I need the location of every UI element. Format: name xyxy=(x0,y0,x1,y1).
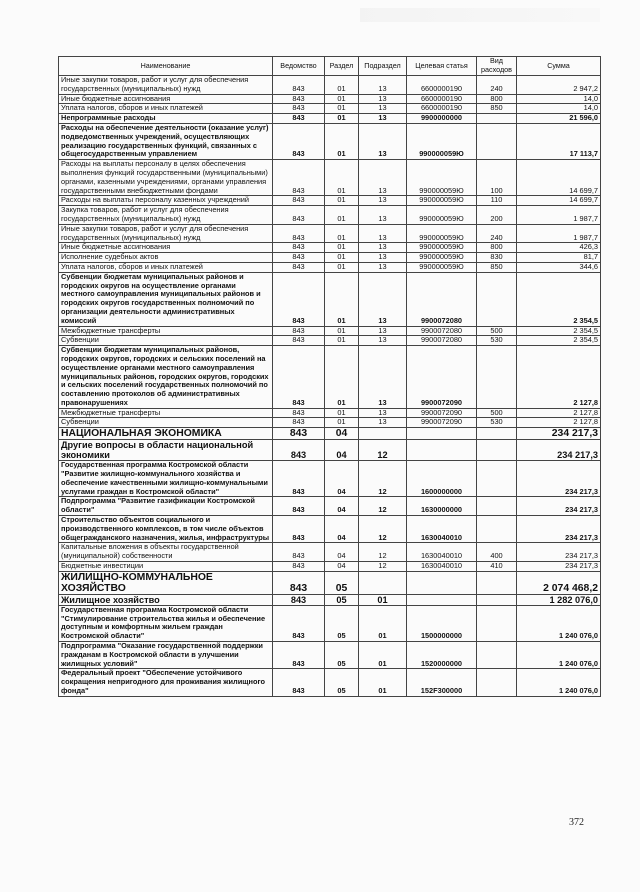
row-amount: 344,6 xyxy=(517,262,601,272)
row-section: 01 xyxy=(325,418,359,428)
row-name: Расходы на выплаты персоналу в целях обеспечения выполнения функций государственными (муниципальными) органами, казенными учреждениями, органами управления государственными внебюджетными фондами xyxy=(59,160,273,196)
row-target-item: 9900000000 xyxy=(407,114,477,124)
table-row xyxy=(59,76,601,95)
row-department: 843 xyxy=(273,262,325,272)
row-name: Иные закупки товаров, работ и услуг для обеспечения государственных (муниципальных) нужд xyxy=(59,76,273,95)
row-subsection: 01 xyxy=(359,594,407,605)
row-expense-type xyxy=(477,605,517,641)
row-section: 04 xyxy=(325,543,359,562)
row-subsection: 13 xyxy=(359,336,407,346)
row-target-item xyxy=(407,440,477,461)
header-section: Раздел xyxy=(325,57,359,76)
row-subsection: 13 xyxy=(359,346,407,409)
table-row xyxy=(59,196,601,206)
row-expense-type xyxy=(477,594,517,605)
row-section: 01 xyxy=(325,262,359,272)
row-department: 843 xyxy=(273,605,325,641)
row-amount: 234 217,3 xyxy=(517,516,601,543)
row-section: 01 xyxy=(325,336,359,346)
row-expense-type xyxy=(477,346,517,409)
row-subsection: 12 xyxy=(359,461,407,497)
table-row xyxy=(59,94,601,104)
header-department: Ведомство xyxy=(273,57,325,76)
row-target-item: 9900072090 xyxy=(407,346,477,409)
row-target-item: 990000059Ю xyxy=(407,196,477,206)
row-expense-type: 830 xyxy=(477,253,517,263)
header-subsection: Подраздел xyxy=(359,57,407,76)
row-target-item: 9900072090 xyxy=(407,408,477,418)
row-expense-type: 400 xyxy=(477,543,517,562)
table-row xyxy=(59,605,601,641)
row-department: 843 xyxy=(273,104,325,114)
header-amount: Сумма xyxy=(517,57,601,76)
row-expense-type: 800 xyxy=(477,94,517,104)
row-name: Непрограммные расходы xyxy=(59,114,273,124)
row-amount: 1 282 076,0 xyxy=(517,594,601,605)
row-expense-type xyxy=(477,272,517,326)
row-target-item: 990000059Ю xyxy=(407,206,477,225)
row-department: 843 xyxy=(273,160,325,196)
row-subsection: 12 xyxy=(359,440,407,461)
row-expense-type xyxy=(477,516,517,543)
table-row xyxy=(59,272,601,326)
row-target-item: 1500000000 xyxy=(407,605,477,641)
row-department: 843 xyxy=(273,418,325,428)
row-subsection: 13 xyxy=(359,272,407,326)
row-expense-type: 850 xyxy=(477,104,517,114)
row-amount: 81,7 xyxy=(517,253,601,263)
row-subsection: 01 xyxy=(359,669,407,696)
row-section: 01 xyxy=(325,206,359,225)
row-section: 01 xyxy=(325,346,359,409)
row-subsection: 13 xyxy=(359,418,407,428)
row-department: 843 xyxy=(273,206,325,225)
row-expense-type: 240 xyxy=(477,224,517,243)
row-section: 05 xyxy=(325,594,359,605)
row-name: Закупка товаров, работ и услуг для обеспечения государственных (муниципальных) нужд xyxy=(59,206,273,225)
row-name: Другие вопросы в области национальной экономики xyxy=(59,440,273,461)
row-expense-type: 200 xyxy=(477,206,517,225)
table-row xyxy=(59,104,601,114)
row-department: 843 xyxy=(273,543,325,562)
row-target-item xyxy=(407,571,477,594)
table-row xyxy=(59,497,601,516)
row-department: 843 xyxy=(273,428,325,440)
row-section: 04 xyxy=(325,497,359,516)
row-target-item: 1630040010 xyxy=(407,516,477,543)
row-name: Субвенции xyxy=(59,336,273,346)
row-name: Межбюджетные трансферты xyxy=(59,408,273,418)
row-section: 05 xyxy=(325,669,359,696)
row-section: 01 xyxy=(325,196,359,206)
row-department: 843 xyxy=(273,440,325,461)
row-expense-type xyxy=(477,440,517,461)
row-section: 01 xyxy=(325,94,359,104)
table-row xyxy=(59,428,601,440)
row-target-item: 1520000000 xyxy=(407,642,477,669)
row-target-item: 990000059Ю xyxy=(407,224,477,243)
row-name: Подпрограмма "Оказание государственной поддержки гражданам в Костромской области в улучшении жилищных условий" xyxy=(59,642,273,669)
row-section: 04 xyxy=(325,440,359,461)
row-section: 01 xyxy=(325,114,359,124)
row-subsection: 13 xyxy=(359,114,407,124)
row-subsection: 13 xyxy=(359,94,407,104)
row-target-item: 1630040010 xyxy=(407,562,477,572)
row-section: 01 xyxy=(325,408,359,418)
row-name: Субвенции бюджетам муниципальных районов и городских округов на осуществление органами местного самоуправления муниципальных районов и городских округов государственных полномочий по организации деятельности административных комиссий xyxy=(59,272,273,326)
row-amount: 2 354,5 xyxy=(517,336,601,346)
row-name: Федеральный проект "Обеспечение устойчивого сокращения непригодного для проживания жилищного фонда" xyxy=(59,669,273,696)
table-row xyxy=(59,243,601,253)
row-name: Капитальные вложения в объекты государственной (муниципальной) собственности xyxy=(59,543,273,562)
row-expense-type: 100 xyxy=(477,160,517,196)
table-row xyxy=(59,346,601,409)
budget-table xyxy=(58,56,601,697)
row-section: 05 xyxy=(325,605,359,641)
row-amount: 1 987,7 xyxy=(517,206,601,225)
page-number: 372 xyxy=(569,817,584,828)
row-target-item: 6600000190 xyxy=(407,76,477,95)
row-subsection: 13 xyxy=(359,408,407,418)
row-name: Уплата налогов, сборов и иных платежей xyxy=(59,262,273,272)
row-name: Уплата налогов, сборов и иных платежей xyxy=(59,104,273,114)
row-department: 843 xyxy=(273,243,325,253)
header-name: Наименование xyxy=(59,57,273,76)
table-row xyxy=(59,326,601,336)
row-name: Подпрограмма "Развитие газификации Костромской области" xyxy=(59,497,273,516)
row-subsection: 01 xyxy=(359,642,407,669)
row-department: 843 xyxy=(273,669,325,696)
row-target-item: 9900072080 xyxy=(407,326,477,336)
row-subsection: 13 xyxy=(359,104,407,114)
row-section: 01 xyxy=(325,160,359,196)
row-department: 843 xyxy=(273,594,325,605)
row-amount: 2 947,2 xyxy=(517,76,601,95)
row-target-item: 1630000000 xyxy=(407,497,477,516)
row-department: 843 xyxy=(273,336,325,346)
row-amount: 2 127,8 xyxy=(517,408,601,418)
table-row xyxy=(59,253,601,263)
table-row xyxy=(59,669,601,696)
table-row xyxy=(59,408,601,418)
row-amount: 14 699,7 xyxy=(517,196,601,206)
row-amount: 14,0 xyxy=(517,94,601,104)
table-row xyxy=(59,262,601,272)
row-name: НАЦИОНАЛЬНАЯ ЭКОНОМИКА xyxy=(59,428,273,440)
row-amount: 234 217,3 xyxy=(517,497,601,516)
row-department: 843 xyxy=(273,272,325,326)
row-name: Бюджетные инвестиции xyxy=(59,562,273,572)
row-section: 01 xyxy=(325,104,359,114)
row-name: Жилищное хозяйство xyxy=(59,594,273,605)
row-section: 04 xyxy=(325,461,359,497)
row-subsection: 13 xyxy=(359,224,407,243)
row-section: 04 xyxy=(325,516,359,543)
table-row xyxy=(59,461,601,497)
row-target-item: 9900072080 xyxy=(407,336,477,346)
row-name: Иные бюджетные ассигнования xyxy=(59,94,273,104)
row-subsection: 13 xyxy=(359,262,407,272)
table-row xyxy=(59,516,601,543)
table-row xyxy=(59,224,601,243)
row-section: 04 xyxy=(325,562,359,572)
row-section: 01 xyxy=(325,272,359,326)
row-expense-type xyxy=(477,114,517,124)
row-expense-type xyxy=(477,669,517,696)
row-subsection xyxy=(359,571,407,594)
row-name: Межбюджетные трансферты xyxy=(59,326,273,336)
row-target-item: 990000059Ю xyxy=(407,160,477,196)
row-amount: 1 240 076,0 xyxy=(517,605,601,641)
row-department: 843 xyxy=(273,497,325,516)
row-subsection: 13 xyxy=(359,206,407,225)
row-name: Государственная программа Костромской области "Развитие жилищно-коммунального хозяйства и обеспечение качественными жилищно-коммунальными услугами граждан в Костромской области" xyxy=(59,461,273,497)
row-name: Расходы на выплаты персоналу казенных учреждений xyxy=(59,196,273,206)
row-department: 843 xyxy=(273,123,325,159)
table-row xyxy=(59,114,601,124)
table-row xyxy=(59,418,601,428)
row-subsection: 13 xyxy=(359,253,407,263)
budget-table-container xyxy=(58,56,600,697)
row-name: Иные бюджетные ассигнования xyxy=(59,243,273,253)
row-name: Исполнение судебных актов xyxy=(59,253,273,263)
row-amount: 2 074 468,2 xyxy=(517,571,601,594)
row-amount: 234 217,3 xyxy=(517,428,601,440)
row-amount: 1 240 076,0 xyxy=(517,669,601,696)
row-section: 01 xyxy=(325,253,359,263)
row-expense-type: 240 xyxy=(477,76,517,95)
row-subsection: 12 xyxy=(359,543,407,562)
row-department: 843 xyxy=(273,571,325,594)
row-department: 843 xyxy=(273,461,325,497)
row-target-item xyxy=(407,594,477,605)
row-amount: 2 127,8 xyxy=(517,346,601,409)
row-amount: 17 113,7 xyxy=(517,123,601,159)
table-row xyxy=(59,440,601,461)
row-subsection: 13 xyxy=(359,123,407,159)
row-amount: 21 596,0 xyxy=(517,114,601,124)
row-section: 01 xyxy=(325,224,359,243)
row-amount: 234 217,3 xyxy=(517,562,601,572)
row-amount: 14 699,7 xyxy=(517,160,601,196)
row-amount: 234 217,3 xyxy=(517,461,601,497)
row-expense-type: 500 xyxy=(477,408,517,418)
row-target-item: 990000059Ю xyxy=(407,262,477,272)
row-department: 843 xyxy=(273,326,325,336)
row-amount: 426,3 xyxy=(517,243,601,253)
row-department: 843 xyxy=(273,642,325,669)
row-expense-type: 500 xyxy=(477,326,517,336)
row-department: 843 xyxy=(273,562,325,572)
row-subsection: 13 xyxy=(359,326,407,336)
table-row xyxy=(59,160,601,196)
row-target-item: 990000059Ю xyxy=(407,243,477,253)
row-department: 843 xyxy=(273,76,325,95)
row-target-item: 9900072090 xyxy=(407,418,477,428)
row-section: 01 xyxy=(325,326,359,336)
row-department: 843 xyxy=(273,346,325,409)
row-name: Иные закупки товаров, работ и услуг для обеспечения государственных (муниципальных) нужд xyxy=(59,224,273,243)
row-target-item xyxy=(407,428,477,440)
row-expense-type: 530 xyxy=(477,336,517,346)
row-subsection: 12 xyxy=(359,562,407,572)
table-row xyxy=(59,562,601,572)
row-department: 843 xyxy=(273,224,325,243)
row-subsection: 13 xyxy=(359,196,407,206)
row-subsection: 13 xyxy=(359,243,407,253)
scan-artifact xyxy=(360,8,600,22)
row-subsection: 01 xyxy=(359,605,407,641)
row-section: 04 xyxy=(325,428,359,440)
row-amount: 2 354,5 xyxy=(517,326,601,336)
row-expense-type xyxy=(477,123,517,159)
row-expense-type: 800 xyxy=(477,243,517,253)
header-target-item: Целевая статья xyxy=(407,57,477,76)
table-row xyxy=(59,642,601,669)
row-target-item: 152F300000 xyxy=(407,669,477,696)
row-section: 05 xyxy=(325,642,359,669)
row-name: Субвенции бюджетам муниципальных районов, городских округов, городских и сельских поселений на осуществление органами местного самоуправления муниципальных районов, городских округов, городских и сельских поселений государственных полномочий по составлению протоколов об административных правонарушениях xyxy=(59,346,273,409)
row-expense-type: 850 xyxy=(477,262,517,272)
table-row xyxy=(59,123,601,159)
row-department: 843 xyxy=(273,114,325,124)
row-subsection: 13 xyxy=(359,160,407,196)
row-expense-type xyxy=(477,461,517,497)
row-amount: 234 217,3 xyxy=(517,543,601,562)
row-amount: 1 240 076,0 xyxy=(517,642,601,669)
row-amount: 14,0 xyxy=(517,104,601,114)
row-expense-type: 410 xyxy=(477,562,517,572)
row-subsection: 12 xyxy=(359,497,407,516)
table-row xyxy=(59,571,601,594)
row-name: Расходы на обеспечение деятельности (оказание услуг) подведомственных учреждений, осуществляющих реализацию государственных функций, связанных с общегосударственным управлением xyxy=(59,123,273,159)
row-target-item: 6600000190 xyxy=(407,94,477,104)
row-section: 01 xyxy=(325,76,359,95)
row-name: ЖИЛИЩНО-КОММУНАЛЬНОЕ ХОЗЯЙСТВО xyxy=(59,571,273,594)
row-target-item: 990000059Ю xyxy=(407,123,477,159)
table-row xyxy=(59,594,601,605)
row-target-item: 1600000000 xyxy=(407,461,477,497)
table-row xyxy=(59,206,601,225)
row-section: 01 xyxy=(325,123,359,159)
row-amount: 1 987,7 xyxy=(517,224,601,243)
table-header-row xyxy=(59,57,601,76)
row-target-item: 9900072080 xyxy=(407,272,477,326)
row-name: Строительство объектов социального и производственного комплексов, в том числе объектов общегражданского назначения, жилья, инфраструктуры xyxy=(59,516,273,543)
row-department: 843 xyxy=(273,196,325,206)
header-expense-type: Вид расходов xyxy=(477,57,517,76)
table-row xyxy=(59,543,601,562)
row-department: 843 xyxy=(273,408,325,418)
row-amount: 234 217,3 xyxy=(517,440,601,461)
row-subsection: 12 xyxy=(359,516,407,543)
row-department: 843 xyxy=(273,253,325,263)
row-expense-type xyxy=(477,497,517,516)
row-expense-type xyxy=(477,642,517,669)
row-target-item: 1630040010 xyxy=(407,543,477,562)
row-section: 01 xyxy=(325,243,359,253)
row-amount: 2 127,8 xyxy=(517,418,601,428)
row-amount: 2 354,5 xyxy=(517,272,601,326)
row-expense-type xyxy=(477,571,517,594)
row-expense-type xyxy=(477,428,517,440)
row-department: 843 xyxy=(273,516,325,543)
row-subsection xyxy=(359,428,407,440)
row-expense-type: 110 xyxy=(477,196,517,206)
row-name: Субвенции xyxy=(59,418,273,428)
row-target-item: 990000059Ю xyxy=(407,253,477,263)
row-department: 843 xyxy=(273,94,325,104)
row-section: 05 xyxy=(325,571,359,594)
row-subsection: 13 xyxy=(359,76,407,95)
row-name: Государственная программа Костромской области "Стимулирование строительства жилья и обеспечение доступным и комфортным жильем граждан Костромской области" xyxy=(59,605,273,641)
row-expense-type: 530 xyxy=(477,418,517,428)
table-row xyxy=(59,336,601,346)
row-target-item: 6600000190 xyxy=(407,104,477,114)
